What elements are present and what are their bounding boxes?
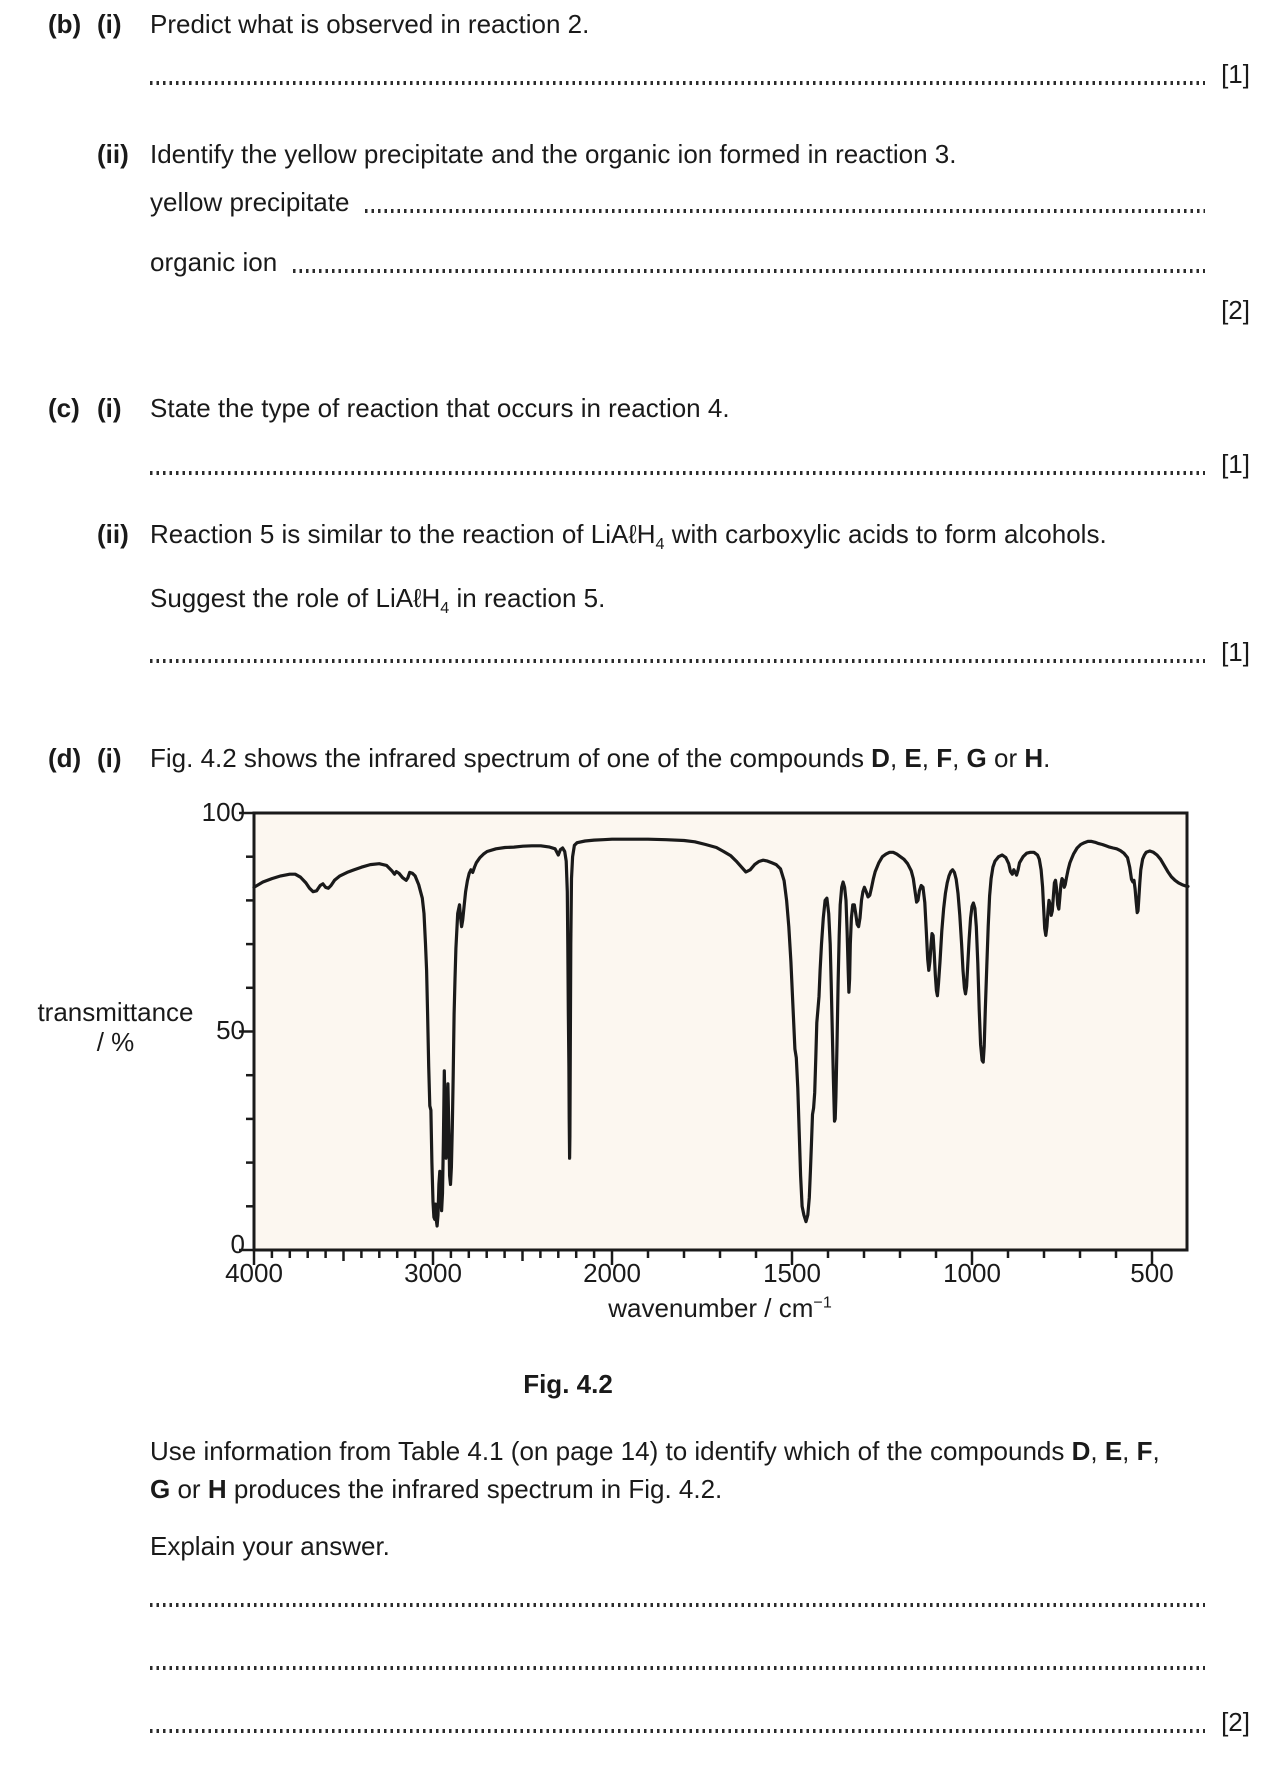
- dotted-answer-line: [150, 81, 1205, 85]
- explain-your-answer-text: Explain your answer.: [150, 1531, 390, 1561]
- num-label-c-i: (i): [97, 393, 122, 423]
- dotted-answer-line: [150, 659, 1205, 663]
- answer-prefix-yellow-precipitate: yellow precipitate: [150, 187, 350, 218]
- dotted-answer-line: [150, 471, 1205, 475]
- question-b-i-text: Predict what is observed in reaction 2.: [150, 9, 590, 39]
- dotted-answer-line: [150, 1603, 1205, 1607]
- question-c-i-text: State the type of reaction that occurs in reaction 4.: [150, 393, 730, 423]
- mark-b-ii: [2]: [1221, 295, 1250, 325]
- x-tick-label-2000: 2000: [583, 1258, 641, 1288]
- question-b-ii-text: Identify the yellow precipitate and the organic ion formed in reaction 3.: [150, 139, 957, 169]
- y-tick-label-100: 100: [201, 797, 245, 827]
- dotted-answer-line: [293, 269, 1205, 273]
- mark-c-ii: [1]: [1221, 637, 1250, 668]
- ir-spectrum-plot: [254, 813, 1187, 1250]
- question-d-i-text: Fig. 4.2 shows the infrared spectrum of one of the compounds D, E, F, G or H.: [150, 743, 1051, 773]
- x-axis-title: [520, 1294, 920, 1324]
- y-tick-label-50: 50: [216, 1015, 245, 1045]
- num-label-c-ii: (ii): [97, 519, 129, 549]
- answer-line: [150, 1643, 1205, 1675]
- y-axis-title-line1: transmittance: [37, 997, 194, 1027]
- answer-line: [150, 58, 1250, 90]
- dotted-answer-line: [150, 1729, 1205, 1733]
- mark-d-i: [2]: [1221, 1707, 1250, 1738]
- answer-line: [150, 246, 1205, 278]
- instruction-line1: Use information from Table 4.1 (on page 14) to identify which of the compounds D, E, F,: [150, 1436, 1160, 1466]
- mark-b-i: [1]: [1221, 59, 1250, 90]
- x-tick-label-3000: 3000: [404, 1258, 462, 1288]
- y-tick-label-0: 0: [230, 1229, 245, 1259]
- instruction-line2: G or H produces the infrared spectrum in Fig. 4.2.: [150, 1474, 723, 1504]
- dotted-answer-line: [150, 1666, 1205, 1670]
- answer-line: [150, 1580, 1205, 1612]
- answer-line: [150, 1706, 1250, 1738]
- num-label-b-i: (i): [97, 9, 122, 39]
- dotted-answer-line: [365, 209, 1205, 213]
- x-tick-label-1500: 1500: [763, 1258, 821, 1288]
- answer-line: [150, 186, 1205, 218]
- num-label-b-ii: (ii): [97, 139, 129, 169]
- num-label-d-i: (i): [97, 743, 122, 773]
- question-c-ii-line2: Suggest the role of LiAℓH$_4$ in reaction 5.: [150, 583, 606, 618]
- answer-prefix-organic-ion: organic ion: [150, 247, 278, 278]
- y-axis-title: [18, 998, 213, 1058]
- plot-frame: [254, 813, 1187, 1250]
- x-tick-label-4000: 4000: [225, 1258, 283, 1288]
- part-label-c: (c): [48, 393, 80, 423]
- mark-c-i: [1]: [1221, 449, 1250, 480]
- figure-caption: Fig. 4.2: [523, 1369, 613, 1399]
- x-tick-label-500: 500: [1130, 1258, 1174, 1288]
- x-axis-title-exponent: −1: [813, 1293, 832, 1312]
- part-label-d: (d): [48, 743, 82, 773]
- y-axis-title-line2: / %: [96, 1026, 135, 1057]
- x-tick-label-1000: 1000: [943, 1258, 1001, 1288]
- question-c-ii-line1: Reaction 5 is similar to the reaction of LiAℓH$_4$ with carboxylic acids to form alcohols.: [150, 519, 1107, 554]
- answer-line: [150, 636, 1250, 668]
- answer-line: [150, 448, 1250, 480]
- x-axis-title-text: wavenumber / cm: [608, 1293, 814, 1323]
- part-label-b: (b): [48, 9, 82, 39]
